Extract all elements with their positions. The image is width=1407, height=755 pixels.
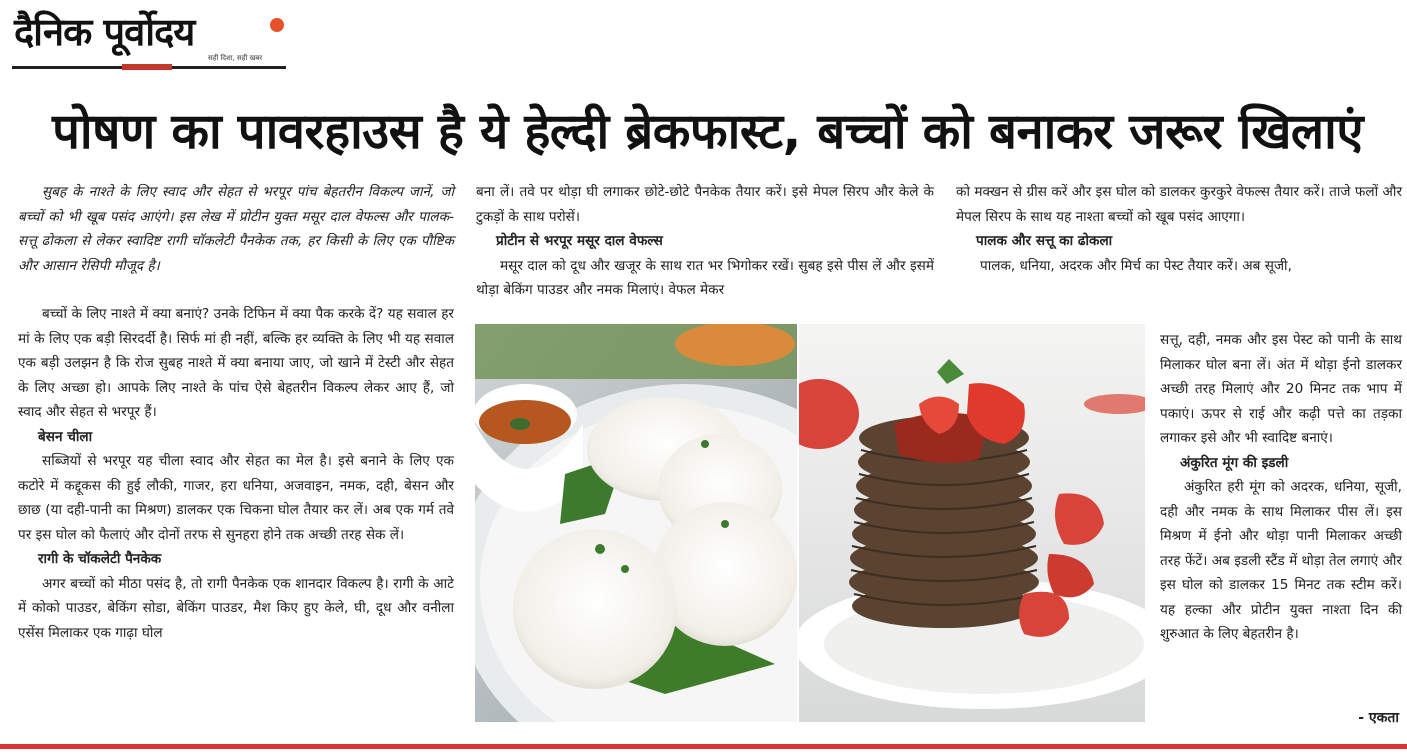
body-paragraph: बना लें। तवे पर थोड़ा घी लगाकर छोटे-छोटे पैनकेक तैयार करें। इसे मेपल सिरप और केले के टुकड़ों के साथ परोसें। bbox=[476, 184, 934, 225]
body-paragraph: को मक्खन से ग्रीस करें और इस घोल को डालकर कुरकुरे वेफल्स तैयार करें। ताजे फलों और मेपल सिरप के साथ यह नाश्ता बच्चों को खूब पसंद आएगा। bbox=[956, 184, 1402, 225]
article-column-3-top bbox=[956, 180, 1402, 278]
subheading-masoor-waffles: प्रोटीन से भरपूर मसूर दाल वेफल्स bbox=[496, 233, 663, 249]
body-paragraph: बच्चों के लिए नाश्ते में क्या बनाएं? उनके टिफिन में क्या पैक करके दें? यह सवाल हर मां के लिए एक बड़ी सिरदर्दी है। सिर्फ मां ही नहीं, बल्कि हर व्यक्ति के लिए भी यह सवाल एक बड़ी उलझन है कि रोज सुबह नाश्ते में क्या बनाया जाए, जो खाने में टेस्टी और सेहत के लिए अच्छा हो। आपके लिए नाश्ते के पांच ऐसे बेहतरीन विकल्प लेकर आए हैं, जो स्वाद और सेहत से भरपूर हैं। bbox=[18, 306, 454, 420]
subheading-besan-cheela: बेसन चीला bbox=[38, 428, 93, 445]
body-paragraph: पालक, धनिया, अदरक और मिर्च का पेस्ट तैयार करें। अब सूजी, bbox=[980, 257, 1292, 274]
headline: पोषण का पावरहाउस है ये हेल्दी ब्रेकफास्ट, बच्चों को बनाकर जरूर खिलाएं bbox=[52, 103, 1363, 160]
masthead-logo: दैनिक पूर्वोदय bbox=[14, 10, 195, 54]
body-paragraph: सत्तू, दही, नमक और इस पेस्ट को पानी के साथ मिलाकर घोल बना लें। अंत में थोड़ा ईनो डालकर अच्छी तरह मिलाएं और 20 मिनट तक भाप में पकाएं। ऊपर से राई और कढ़ी पत्ते का तड़का लगाकर इसे और भी स्वादिष्ट बनाएं। bbox=[1160, 332, 1402, 446]
subheading-palak-dhokla: पालक और सत्तू का ढोकला bbox=[976, 233, 1113, 249]
logo-dot-icon bbox=[270, 18, 284, 32]
idli-photo bbox=[475, 324, 797, 722]
subheading-moong-idli: अंकुरित मूंग की इडली bbox=[1180, 454, 1289, 471]
subheading-ragi-pancake: रागी के चॉकलेटी पैनकेक bbox=[38, 551, 162, 567]
body-paragraph: अंकुरित हरी मूंग को अदरक, धनिया, सूजी, दही और नमक के साथ मिलाकर पीस लें। इस मिश्रण में ईनो और थोड़ा पानी मिलाकर अच्छी तरह फेंटें। अब इडली स्टैंड में थोड़ा तेल लगाएं और इस घोल को डालकर 15 मिनट तक स्टीम करें। यह हल्का और प्रोटीन युक्त नाश्ता दिन की शुरुआत के लिए बेहतरीन है। bbox=[1160, 479, 1402, 642]
masthead-accent-bar bbox=[122, 64, 172, 70]
article-column-2 bbox=[476, 180, 934, 303]
bottom-rule bbox=[0, 744, 1407, 749]
body-paragraph: सब्जियों से भरपूर यह चीला स्वाद और सेहत का मेल है। इसे बनाने के लिए एक कटोरे में कद्दूकस की हुई लौकी, गाजर, हरा धनिया, अजवाइन, नमक, दही, बेसन और छाछ (या दही-पानी का मिश्रण) डालकर एक चिकना घोल तैयार कर लें। अब एक गर्म तवे पर इस घोल को फैलाएं और दोनों तरफ से सुनहरा होने तक अच्छी तरह सेक लें। bbox=[18, 453, 454, 543]
masthead bbox=[12, 8, 286, 72]
body-paragraph: अगर बच्चों को मीठा पसंद है, तो रागी पैनकेक एक शानदार विकल्प है। रागी के आटे में कोको पाउडर, बेकिंग सोडा, बेकिंग पाउडर, मैश किए हुए केले, घी, दूध और वनीला एसेंस मिलाकर एक गाढ़ा घोल bbox=[18, 575, 454, 641]
article-column-1 bbox=[18, 180, 454, 645]
body-paragraph: मसूर दाल को दूध और खजूर के साथ रात भर भिगोकर रखें। सुबह इसे पीस लें और इसमें थोड़ा बेकिंग पाउडर और नमक मिलाएं। वेफल मेकर bbox=[476, 257, 934, 298]
ragi-pancake-photo bbox=[799, 324, 1145, 722]
article-column-3-bottom bbox=[1160, 328, 1402, 647]
author-signature: - एकता bbox=[1358, 710, 1399, 726]
masthead-tagline: सही दिशा, सही खबर bbox=[208, 54, 263, 62]
intro-paragraph: सुबह के नाश्ते के लिए स्वाद और सेहत से भरपूर पांच बेहतरीन विकल्प जानें, जो बच्चों को भी खूब पसंद आएंगे। इस लेख में प्रोटीन युक्त मसूर दाल वेफल्स और पालक-सत्तू ढोकला से लेकर स्वादिष्ट रागी चॉकलेटी पैनकेक तक, हर किसी के लिए एक पौष्टिक और आसान रेसिपी मौजूद है। bbox=[18, 184, 454, 274]
